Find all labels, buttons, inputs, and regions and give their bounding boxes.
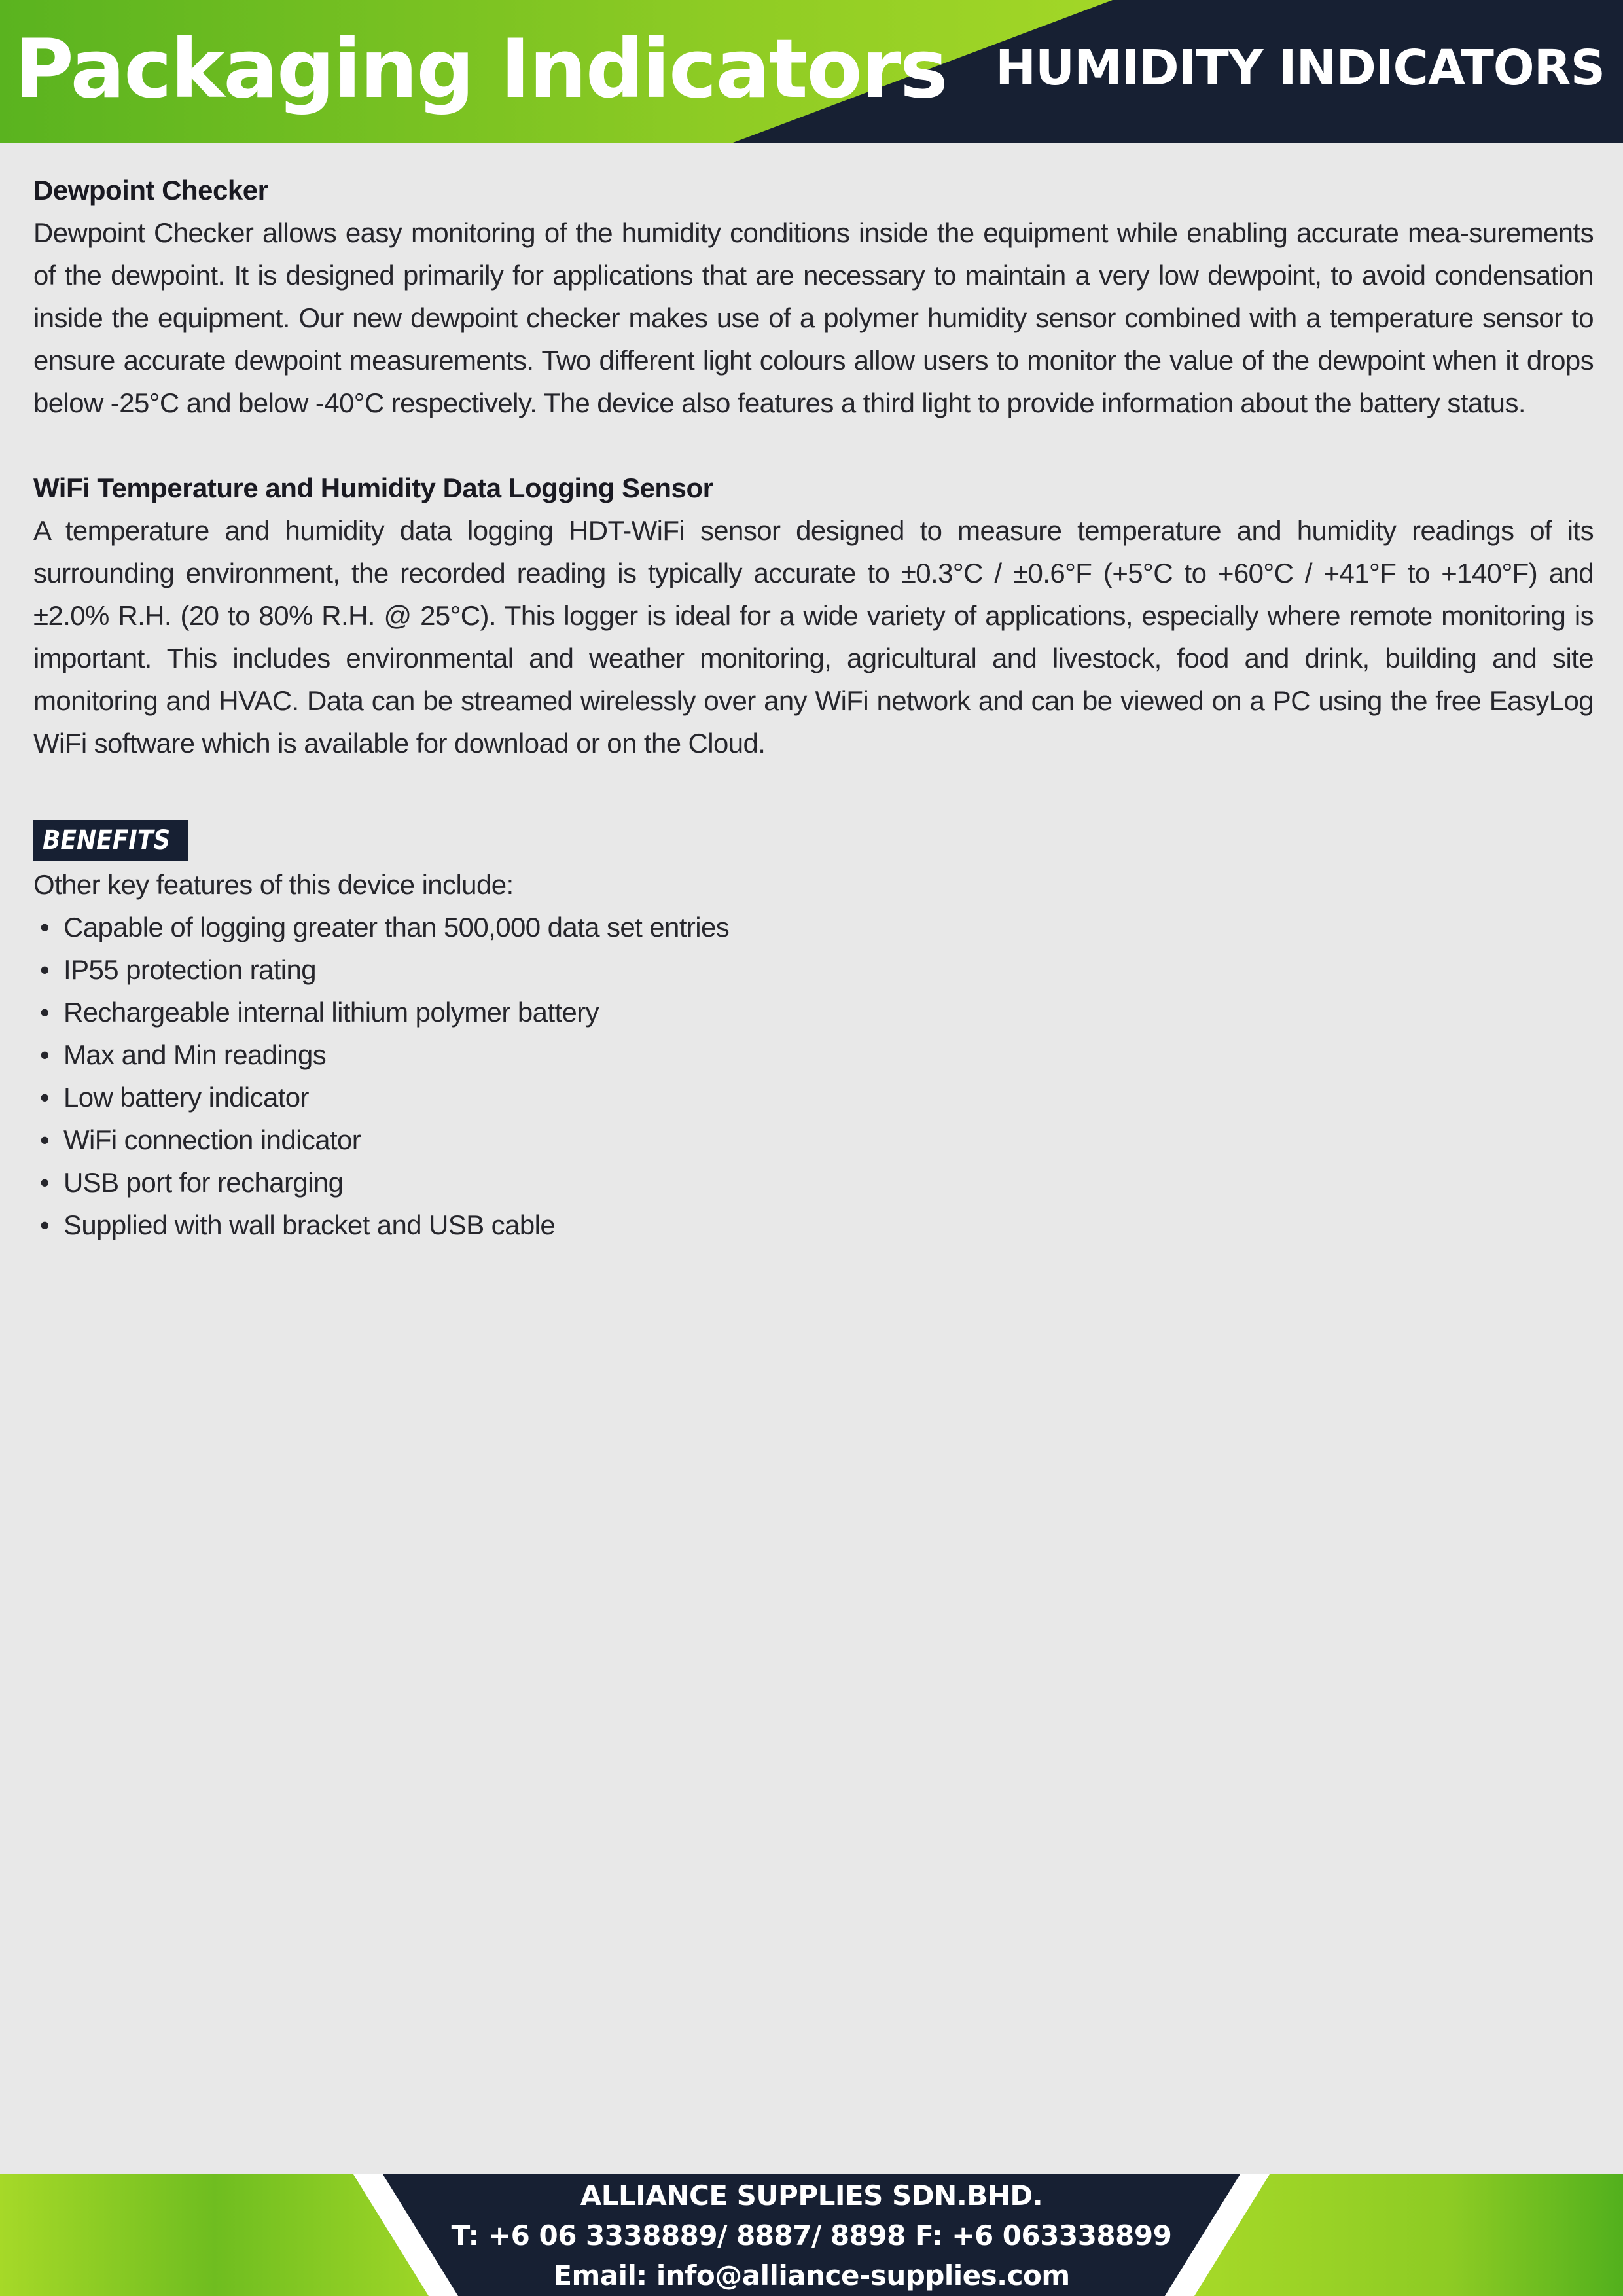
bullet-icon: • [40, 997, 50, 1028]
feature-list [33, 906, 1594, 1246]
phone-fax: T: +6 06 3338889/ 8887/ 8898 F: +6 063338899 [451, 2219, 1172, 2251]
dewpoint-checker-section [33, 169, 1594, 424]
page-footer [0, 2174, 1623, 2296]
page-header [0, 0, 1623, 143]
section-body: Dewpoint Checker allows easy monitoring of the humidity conditions inside the equipment while enabling accurate mea-surements of the dewpoint. It is designed primarily for applications that are necessary to maintain a very low dewpoint, to avoid condensation inside the equipment. Our new dewpoint checker makes use of a polymer humidity sensor combined with a temperature sensor to ensure accurate dewpoint measurements. Two different light colours allow users to monitor the value of the dewpoint when it drops below -25°C and below -40°C respectively. The device also features a third light to provide information about the battery status. [33, 217, 1594, 418]
section-heading: Dewpoint Checker [33, 175, 268, 206]
list-item: • Supplied with wall bracket and USB cable [33, 1204, 1594, 1246]
bullet-icon: • [40, 954, 50, 985]
bullet-icon: • [40, 1082, 50, 1113]
wifi-logger-section [33, 467, 1594, 764]
footer-green-left [0, 2174, 429, 2296]
list-item: • USB port for recharging [33, 1161, 1594, 1204]
list-item: • Capable of logging greater than 500,000 data set entries [33, 906, 1594, 948]
benefits-badge: BENEFITS [33, 820, 188, 861]
section-body: A temperature and humidity data logging HDT-WiFi sensor designed to measure temperature and humidity readings of its surrounding environment, the recorded reading is typically accurate to ±0.3°C / ±0.6°F (+5°C to +60°C / +41°F to +140°F) and ±2.0% R.H. (20 to 80% R.H. @ 25°C). This logger is ideal for a wide variety of applications, especially where remote monitoring is important. This includes environmental and weather monitoring, agricultural and livestock, food and drink, building and site monitoring and HVAC. Data can be streamed wirelessly over any WiFi network and can be viewed on a PC using the free EasyLog WiFi software which is available for download or on the Cloud. [33, 515, 1594, 759]
brand-title: Packaging Indicators [14, 22, 947, 117]
list-item: • Low battery indicator [33, 1076, 1594, 1119]
contact-block [406, 2174, 1217, 2296]
list-item: • Max and Min readings [33, 1033, 1594, 1076]
footer-green-right [1194, 2174, 1623, 2296]
bullet-icon: • [40, 912, 50, 942]
company-name: ALLIANCE SUPPLIES SDN.BHD. [580, 2179, 1043, 2212]
section-title: HUMIDITY INDICATORS [995, 40, 1605, 96]
email-link[interactable]: Email: info@alliance-supplies.com [553, 2259, 1070, 2291]
main-content [33, 169, 1594, 1246]
list-item: • IP55 protection rating [33, 948, 1594, 991]
bullet-icon: • [40, 1167, 50, 1198]
benefits-intro: Other key features of this device include: [33, 869, 514, 900]
benefits-section [33, 820, 1594, 1246]
bullet-icon: • [40, 1210, 50, 1240]
bullet-icon: • [40, 1124, 50, 1155]
list-item: • WiFi connection indicator [33, 1119, 1594, 1161]
list-item: • Rechargeable internal lithium polymer battery [33, 991, 1594, 1033]
section-heading: WiFi Temperature and Humidity Data Logging Sensor [33, 473, 713, 503]
bullet-icon: • [40, 1039, 50, 1070]
